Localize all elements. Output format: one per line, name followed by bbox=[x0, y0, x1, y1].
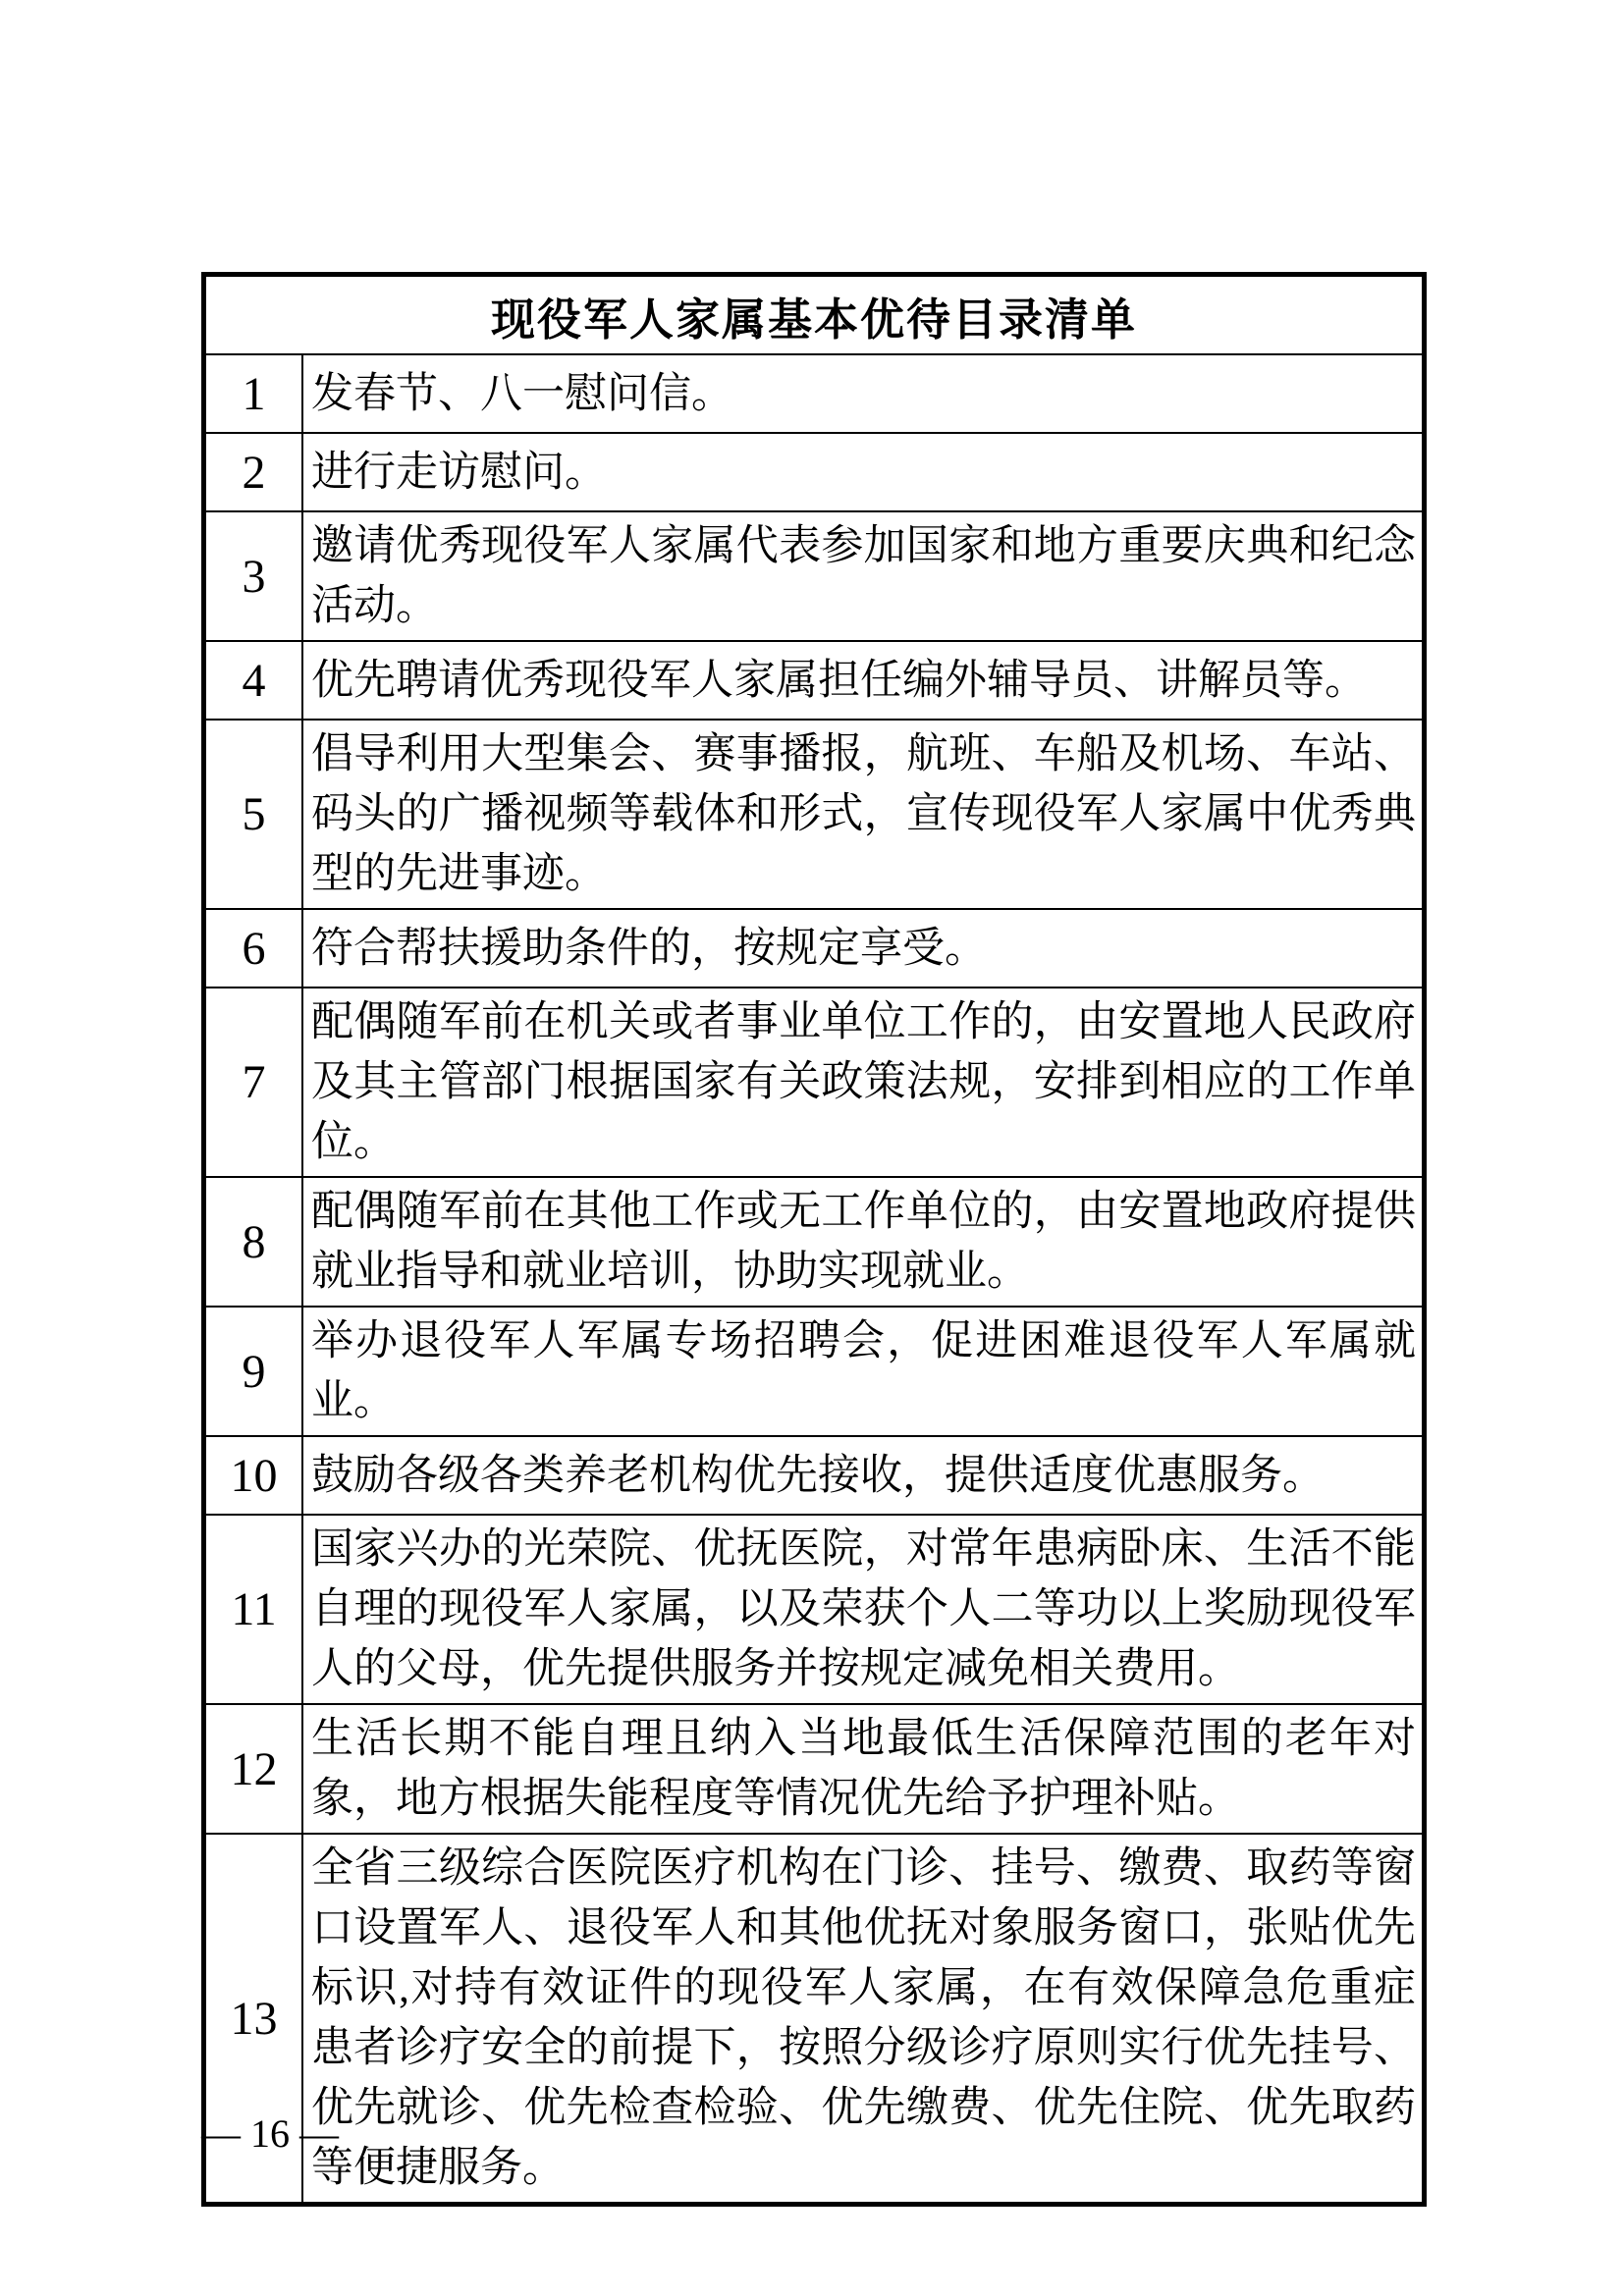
row-text-cell bbox=[303, 1308, 1422, 1435]
row-text: 发春节、八一慰问信。 bbox=[311, 370, 733, 417]
row-text-cell bbox=[303, 434, 1422, 510]
row-number: 10 bbox=[206, 1437, 303, 1514]
row-text: 生活长期不能自理且纳入当地最低生活保障范围的老年对象，地方根据失能程度等情况优先给予护理补贴。 bbox=[311, 1716, 1416, 1822]
row-number: 7 bbox=[206, 988, 303, 1176]
row-text-cell bbox=[303, 1705, 1422, 1833]
row-text-cell bbox=[303, 1178, 1422, 1306]
row-text-cell bbox=[303, 1437, 1422, 1514]
table-row bbox=[206, 510, 1422, 640]
table-row bbox=[206, 1435, 1422, 1514]
row-number: 12 bbox=[206, 1705, 303, 1833]
row-text: 全省三级综合医院医疗机构在门诊、挂号、缴费、取药等窗口设置军人、退役军人和其他优抚对象服务窗口，张贴优先标识,对持有效证件的现役军人家属，在有效保障急危重症患者诊疗安全的前提下，按照分级诊疗原则实行优先挂号、优先就诊、优先检查检验、优先缴费、优先住院、优先取药等便捷服务。 bbox=[311, 1845, 1416, 2191]
row-number: 5 bbox=[206, 721, 303, 908]
row-number: 11 bbox=[206, 1516, 303, 1703]
table-row bbox=[206, 432, 1422, 510]
row-text-cell bbox=[303, 642, 1422, 719]
row-text: 倡导利用大型集会、赛事播报，航班、车船及机场、车站、码头的广播视频等载体和形式，宣传现役军人家属中优秀典型的先进事迹。 bbox=[311, 731, 1416, 897]
row-text: 进行走访慰问。 bbox=[311, 449, 607, 496]
row-number: 1 bbox=[206, 355, 303, 432]
table-row bbox=[206, 1176, 1422, 1306]
row-text-cell bbox=[303, 988, 1422, 1176]
row-text-cell bbox=[303, 1516, 1422, 1703]
row-text-cell bbox=[303, 355, 1422, 432]
row-text: 配偶随军前在其他工作或无工作单位的，由安置地政府提供就业指导和就业培训，协助实现就业。 bbox=[311, 1189, 1416, 1295]
row-text-cell bbox=[303, 512, 1422, 640]
row-text: 符合帮扶援助条件的，按规定享受。 bbox=[311, 925, 987, 972]
table-body bbox=[206, 353, 1422, 2202]
table-row bbox=[206, 1833, 1422, 2202]
table-row bbox=[206, 719, 1422, 908]
table-row bbox=[206, 640, 1422, 719]
table-title: 现役军人家属基本优待目录清单 bbox=[490, 294, 1137, 345]
row-text-cell bbox=[303, 721, 1422, 908]
row-number: 2 bbox=[206, 434, 303, 510]
table-row bbox=[206, 987, 1422, 1176]
row-number: 9 bbox=[206, 1308, 303, 1435]
benefits-table bbox=[201, 272, 1427, 2207]
row-number: 4 bbox=[206, 642, 303, 719]
row-number: 8 bbox=[206, 1178, 303, 1306]
row-text: 邀请优秀现役军人家属代表参加国家和地方重要庆典和纪念活动。 bbox=[311, 523, 1416, 629]
table-row bbox=[206, 1703, 1422, 1833]
table-row bbox=[206, 908, 1422, 987]
row-text: 配偶随军前在机关或者事业单位工作的，由安置地人民政府及其主管部门根据国家有关政策法规，安排到相应的工作单位。 bbox=[311, 999, 1416, 1165]
row-text: 鼓励各级各类养老机构优先接收，提供适度优惠服务。 bbox=[311, 1452, 1325, 1499]
row-text: 举办退役军人军属专场招聘会，促进困难退役军人军属就业。 bbox=[311, 1318, 1416, 1424]
row-text-cell bbox=[303, 910, 1422, 987]
row-text-cell bbox=[303, 1835, 1422, 2202]
row-text: 国家兴办的光荣院、优抚医院，对常年患病卧床、生活不能自理的现役军人家属，以及荣获个人二等功以上奖励现役军人的父母，优先提供服务并按规定减免相关费用。 bbox=[311, 1526, 1416, 1692]
row-number: 13 bbox=[206, 1835, 303, 2202]
table-row bbox=[206, 1306, 1422, 1435]
table-row bbox=[206, 353, 1422, 432]
row-number: 6 bbox=[206, 910, 303, 987]
row-text: 优先聘请优秀现役军人家属担任编外辅导员、讲解员等。 bbox=[311, 657, 1367, 704]
table-row bbox=[206, 1514, 1422, 1703]
row-number: 3 bbox=[206, 512, 303, 640]
page-number: — 16 — bbox=[201, 2111, 339, 2156]
